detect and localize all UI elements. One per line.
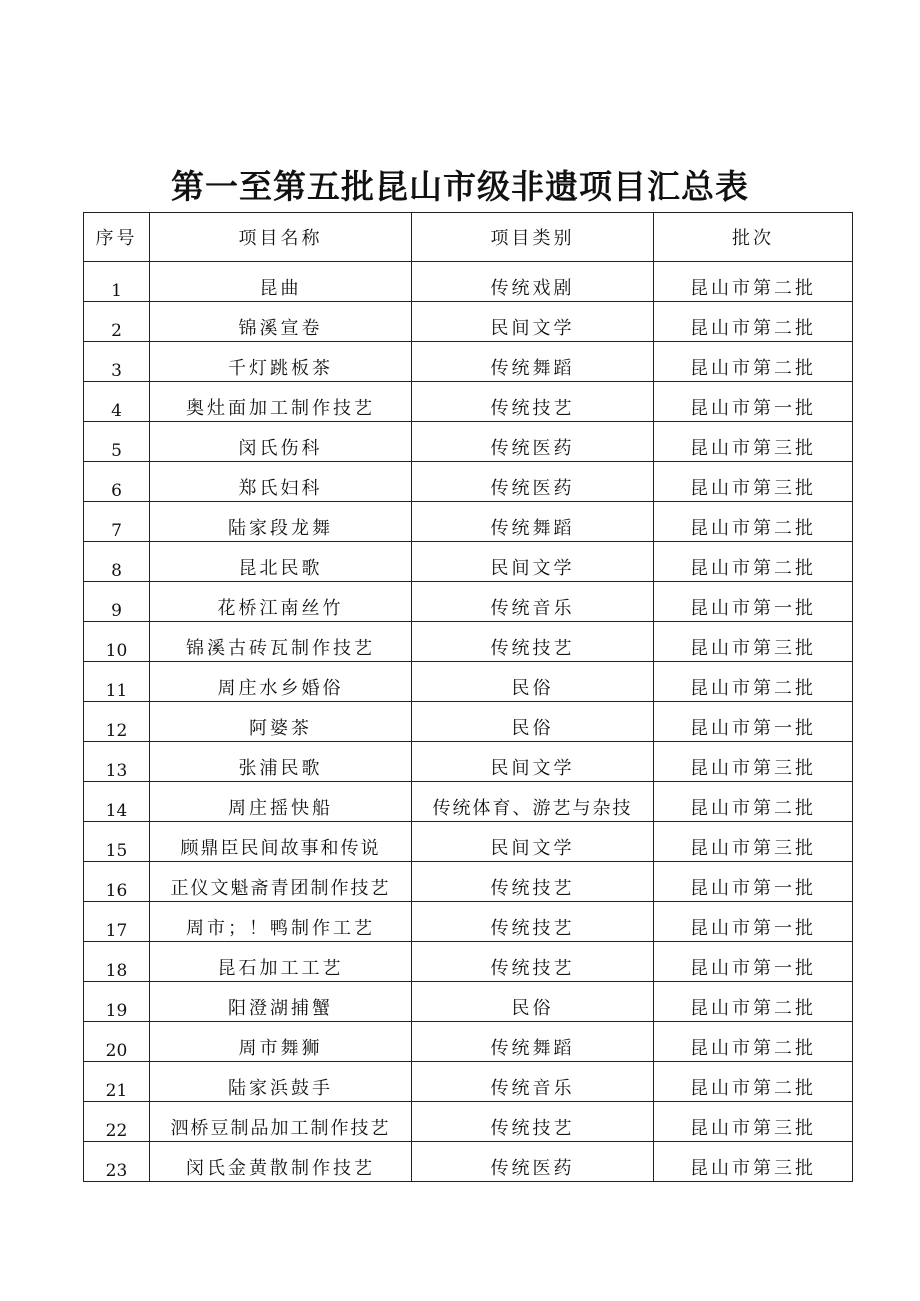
cell-batch: 昆山市第三批 [654, 462, 853, 502]
header-batch: 批次 [654, 213, 853, 262]
cell-batch: 昆山市第一批 [654, 582, 853, 622]
cell-batch: 昆山市第二批 [654, 782, 853, 822]
cell-index: 10 [84, 622, 150, 662]
table-row [84, 1102, 853, 1142]
table-row [84, 502, 853, 542]
cell-batch: 昆山市第三批 [654, 622, 853, 662]
table-row [84, 342, 853, 382]
cell-project-name: 周市；！鸭制作工艺 [150, 902, 412, 942]
table-row [84, 1022, 853, 1062]
cell-project-name: 闵氏伤科 [150, 422, 412, 462]
cell-project-name: 花桥江南丝竹 [150, 582, 412, 622]
cell-project-name: 陆家浜鼓手 [150, 1062, 412, 1102]
table-row [84, 782, 853, 822]
cell-project-name: 顾鼎臣民间故事和传说 [150, 822, 412, 862]
page-title: 第一至第五批昆山市级非遗项目汇总表 [171, 167, 749, 206]
cell-project-category: 传统技艺 [412, 1102, 654, 1142]
cell-batch: 昆山市第二批 [654, 342, 853, 382]
header-project-category: 项目类别 [412, 213, 654, 262]
cell-index: 21 [84, 1062, 150, 1102]
table-row [84, 622, 853, 662]
cell-project-category: 传统音乐 [412, 1062, 654, 1102]
cell-project-name: 昆石加工工艺 [150, 942, 412, 982]
header-row [84, 213, 853, 262]
cell-batch: 昆山市第三批 [654, 1142, 853, 1182]
cell-batch: 昆山市第二批 [654, 542, 853, 582]
cell-project-category: 民俗 [412, 702, 654, 742]
cell-project-category: 传统戏剧 [412, 262, 654, 302]
header-index: 序号 [84, 213, 150, 262]
table-row [84, 1142, 853, 1182]
cell-project-category: 传统舞蹈 [412, 502, 654, 542]
cell-project-name: 昆北民歌 [150, 542, 412, 582]
table-row [84, 662, 853, 702]
cell-project-category: 传统技艺 [412, 382, 654, 422]
cell-batch: 昆山市第三批 [654, 422, 853, 462]
cell-project-category: 民俗 [412, 982, 654, 1022]
table-row [84, 262, 853, 302]
cell-batch: 昆山市第二批 [654, 502, 853, 542]
cell-index: 19 [84, 982, 150, 1022]
cell-project-name: 郑氏妇科 [150, 462, 412, 502]
cell-index: 13 [84, 742, 150, 782]
cell-project-category: 传统技艺 [412, 622, 654, 662]
cell-project-name: 阿婆茶 [150, 702, 412, 742]
cell-project-category: 民间文学 [412, 542, 654, 582]
cell-project-category: 传统技艺 [412, 862, 654, 902]
cell-project-name: 周市舞狮 [150, 1022, 412, 1062]
cell-index: 9 [84, 582, 150, 622]
cell-batch: 昆山市第二批 [654, 262, 853, 302]
cell-index: 11 [84, 662, 150, 702]
cell-batch: 昆山市第三批 [654, 1102, 853, 1142]
cell-index: 16 [84, 862, 150, 902]
cell-index: 14 [84, 782, 150, 822]
cell-project-category: 传统舞蹈 [412, 342, 654, 382]
cell-project-category: 传统技艺 [412, 902, 654, 942]
cell-project-name: 阳澄湖捕蟹 [150, 982, 412, 1022]
cell-project-name: 闵氏金黄散制作技艺 [150, 1142, 412, 1182]
cell-index: 6 [84, 462, 150, 502]
cell-index: 1 [84, 262, 150, 302]
table-row [84, 1062, 853, 1102]
cell-index: 3 [84, 342, 150, 382]
header-project-name: 项目名称 [150, 213, 412, 262]
cell-batch: 昆山市第一批 [654, 382, 853, 422]
cell-project-category: 民间文学 [412, 822, 654, 862]
cell-batch: 昆山市第二批 [654, 662, 853, 702]
table-row [84, 942, 853, 982]
cell-project-name: 泗桥豆制品加工制作技艺 [150, 1102, 412, 1142]
cell-index: 4 [84, 382, 150, 422]
cell-batch: 昆山市第一批 [654, 942, 853, 982]
cell-batch: 昆山市第一批 [654, 702, 853, 742]
cell-batch: 昆山市第三批 [654, 822, 853, 862]
cell-batch: 昆山市第二批 [654, 1062, 853, 1102]
table-row [84, 702, 853, 742]
cell-project-category: 民间文学 [412, 742, 654, 782]
cell-project-category: 民间文学 [412, 302, 654, 342]
cell-project-category: 传统医药 [412, 1142, 654, 1182]
cell-project-category: 传统医药 [412, 462, 654, 502]
cell-project-name: 张浦民歌 [150, 742, 412, 782]
table-row [84, 742, 853, 782]
table-row [84, 302, 853, 342]
table-row [84, 982, 853, 1022]
table-body [84, 262, 853, 1182]
cell-project-category: 传统音乐 [412, 582, 654, 622]
table-row [84, 542, 853, 582]
cell-project-name: 周庄水乡婚俗 [150, 662, 412, 702]
cell-project-category: 传统体育、游艺与杂技 [412, 782, 654, 822]
cell-index: 7 [84, 502, 150, 542]
table-row [84, 902, 853, 942]
cell-index: 2 [84, 302, 150, 342]
cell-project-name: 锦溪古砖瓦制作技艺 [150, 622, 412, 662]
cell-project-category: 传统舞蹈 [412, 1022, 654, 1062]
cell-index: 23 [84, 1142, 150, 1182]
table-row [84, 422, 853, 462]
table-row [84, 582, 853, 622]
cell-project-category: 民俗 [412, 662, 654, 702]
cell-index: 5 [84, 422, 150, 462]
cell-batch: 昆山市第二批 [654, 1022, 853, 1062]
cell-project-name: 昆曲 [150, 262, 412, 302]
cell-project-category: 传统技艺 [412, 942, 654, 982]
cell-project-name: 周庄摇快船 [150, 782, 412, 822]
cell-batch: 昆山市第二批 [654, 982, 853, 1022]
cell-project-name: 正仪文魁斋青团制作技艺 [150, 862, 412, 902]
table-row [84, 822, 853, 862]
table-row [84, 862, 853, 902]
cell-index: 20 [84, 1022, 150, 1062]
cell-project-name: 锦溪宣卷 [150, 302, 412, 342]
cell-project-name: 千灯跳板茶 [150, 342, 412, 382]
cell-batch: 昆山市第一批 [654, 862, 853, 902]
cell-index: 12 [84, 702, 150, 742]
cell-batch: 昆山市第三批 [654, 742, 853, 782]
table-row [84, 462, 853, 502]
cell-batch: 昆山市第一批 [654, 902, 853, 942]
cell-index: 22 [84, 1102, 150, 1142]
table-row [84, 382, 853, 422]
cell-project-category: 传统医药 [412, 422, 654, 462]
cell-index: 18 [84, 942, 150, 982]
cell-index: 17 [84, 902, 150, 942]
table-header [84, 213, 853, 262]
cell-batch: 昆山市第二批 [654, 302, 853, 342]
summary-table [83, 212, 853, 1182]
cell-project-name: 奥灶面加工制作技艺 [150, 382, 412, 422]
cell-project-name: 陆家段龙舞 [150, 502, 412, 542]
cell-index: 8 [84, 542, 150, 582]
cell-index: 15 [84, 822, 150, 862]
